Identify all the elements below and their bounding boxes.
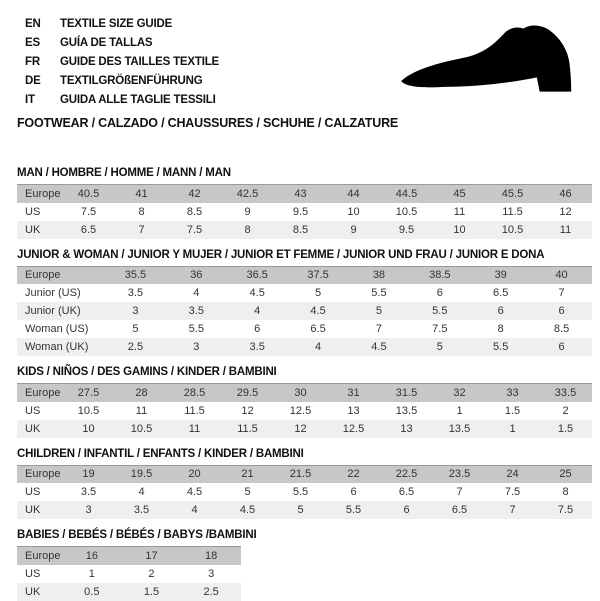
row-label: US — [25, 486, 41, 498]
size-value: 40 — [555, 269, 568, 282]
row-label: Europe — [25, 549, 61, 562]
size-value: 10 — [453, 223, 466, 236]
size-value: 21 — [241, 468, 254, 481]
size-value: 22.5 — [395, 468, 418, 481]
row-label: Europe — [25, 187, 61, 200]
size-value: 5.5 — [292, 486, 309, 498]
size-value: 9 — [350, 223, 357, 236]
table-row — [17, 483, 592, 501]
size-value: 38.5 — [429, 269, 451, 282]
size-value: 10.5 — [395, 205, 418, 218]
size-value: 11 — [453, 205, 466, 218]
size-value: 19.5 — [130, 468, 153, 481]
table-row — [17, 465, 592, 483]
size-value: 25 — [559, 468, 572, 481]
row-label: Europe — [25, 269, 61, 282]
size-value: 38 — [372, 269, 386, 282]
size-value: 6 — [403, 504, 410, 516]
size-value: 23.5 — [448, 468, 471, 481]
row-label: US — [25, 404, 41, 417]
row-label: US — [25, 567, 41, 580]
size-section — [17, 529, 600, 601]
size-value: 8.5 — [186, 205, 203, 218]
size-value: 42 — [188, 187, 201, 200]
size-value: 22 — [347, 468, 360, 481]
table-row — [17, 384, 592, 402]
size-table — [17, 184, 592, 239]
section-title: KIDS / NIÑOS / DES GAMINS / KINDER / BAMBINI — [17, 366, 277, 378]
language-title: TEXTILE SIZE GUIDE — [60, 17, 173, 30]
size-value: 6 — [558, 341, 565, 353]
size-value: 3 — [193, 341, 200, 353]
size-value: 8 — [138, 205, 145, 218]
row-label: UK — [25, 422, 41, 435]
size-table — [17, 383, 592, 438]
row-label: Woman (US) — [25, 323, 89, 335]
size-value: 9.5 — [398, 223, 415, 236]
row-label: UK — [25, 585, 41, 598]
size-value: 10 — [82, 422, 95, 435]
size-value: 19 — [82, 468, 95, 481]
size-value: 5 — [315, 287, 322, 299]
size-table — [17, 465, 592, 520]
table-row — [17, 583, 241, 601]
size-value: 6.5 — [493, 287, 509, 299]
language-code: EN — [25, 17, 41, 30]
size-value: 6 — [254, 323, 261, 335]
size-value: 6 — [350, 486, 357, 498]
row-label: UK — [25, 504, 41, 516]
language-title: TEXTILGRÖßENFÜHRUNG — [60, 74, 203, 87]
row-label: Junior (US) — [25, 287, 81, 299]
size-value: 4 — [138, 486, 145, 498]
size-value: 7 — [138, 223, 145, 236]
size-value: 36 — [190, 269, 203, 282]
size-value: 3.5 — [80, 486, 97, 498]
row-label: Europe — [25, 468, 61, 481]
table-row — [17, 501, 592, 519]
size-value: 8.5 — [553, 323, 570, 335]
size-value: 5.5 — [371, 287, 387, 299]
size-value: 7 — [509, 504, 516, 516]
size-value: 3.5 — [133, 504, 150, 516]
size-value: 1.5 — [143, 585, 160, 598]
size-value: 12.5 — [289, 404, 312, 417]
size-value: 4 — [193, 287, 200, 299]
size-value: 7.5 — [557, 504, 574, 516]
size-value: 12 — [294, 422, 307, 435]
size-value: 7.5 — [504, 486, 521, 498]
size-value: 6 — [497, 305, 504, 317]
size-value: 1.5 — [504, 404, 521, 417]
table-row — [17, 302, 592, 320]
size-value: 35.5 — [124, 269, 147, 282]
row-label: Junior (UK) — [25, 305, 81, 317]
size-value: 7 — [558, 287, 565, 299]
size-value: 16 — [85, 549, 98, 562]
size-value: 24 — [506, 468, 519, 481]
language-code: FR — [25, 55, 40, 68]
size-value: 41 — [135, 187, 148, 200]
size-value: 1.5 — [557, 422, 574, 435]
size-value: 2 — [148, 567, 155, 580]
size-value: 5 — [244, 486, 251, 498]
size-value: 3 — [132, 305, 139, 317]
size-value: 8 — [244, 223, 251, 236]
size-tables — [0, 167, 600, 601]
size-value: 6.5 — [451, 504, 468, 516]
size-value: 5.5 — [493, 341, 509, 353]
size-value: 11 — [188, 422, 201, 435]
size-value: 27.5 — [77, 386, 100, 399]
size-value: 11 — [559, 223, 572, 236]
size-value: 5 — [297, 504, 304, 516]
size-value: 20 — [188, 468, 201, 481]
size-value: 31 — [347, 386, 360, 399]
shoe-icon — [394, 20, 586, 106]
size-value: 2.5 — [203, 585, 219, 598]
language-code: DE — [25, 74, 41, 87]
section-title: JUNIOR & WOMAN / JUNIOR Y MUJER / JUNIOR ET FEMME / JUNIOR UND FRAU / JUNIOR E DONA — [17, 248, 545, 261]
size-value: 6.5 — [398, 486, 415, 498]
table-row — [17, 266, 592, 284]
size-value: 33.5 — [554, 386, 577, 399]
size-value: 44 — [347, 187, 360, 200]
size-value: 45.5 — [501, 187, 524, 200]
size-value: 11.5 — [502, 205, 523, 218]
size-value: 4.5 — [371, 341, 387, 353]
size-section — [17, 366, 600, 438]
size-value: 4 — [315, 341, 322, 353]
size-value: 5 — [132, 323, 139, 335]
size-value: 40.5 — [77, 187, 100, 200]
row-label: Woman (UK) — [25, 341, 89, 353]
size-value: 3.5 — [127, 287, 144, 299]
size-value: 7 — [456, 486, 463, 498]
size-value: 10 — [347, 205, 360, 218]
size-value: 12 — [559, 205, 572, 218]
size-value: 3.5 — [249, 341, 265, 353]
size-value: 10.5 — [501, 223, 524, 236]
size-value: 4.5 — [310, 305, 326, 317]
size-value: 42.5 — [236, 187, 259, 200]
size-value: 7.5 — [432, 323, 448, 335]
size-value: 46 — [559, 187, 572, 200]
size-value: 6.5 — [80, 223, 97, 236]
size-value: 37.5 — [307, 269, 329, 282]
size-table — [17, 546, 241, 601]
language-title: GUIDA ALLE TAGLIE TESSILI — [60, 93, 216, 106]
table-row — [17, 547, 241, 565]
size-value: 2.5 — [127, 341, 144, 353]
size-value: 3 — [85, 504, 92, 516]
size-value: 5.5 — [345, 504, 362, 516]
size-value: 5.5 — [432, 305, 448, 317]
size-table — [17, 266, 592, 357]
table-row — [17, 565, 241, 583]
table-row — [17, 203, 592, 221]
size-section — [17, 448, 600, 520]
section-title: MAN / HOMBRE / HOMME / MANN / MAN — [17, 167, 231, 179]
size-value: 44.5 — [395, 187, 418, 200]
table-row — [17, 185, 592, 203]
row-label: US — [25, 205, 41, 218]
category-title: FOOTWEAR / CALZADO / CHAUSSURES / SCHUHE / CALZATURE — [17, 116, 399, 130]
size-value: 13 — [400, 422, 413, 435]
size-value: 4.5 — [186, 486, 203, 498]
row-label: Europe — [25, 386, 61, 399]
size-value: 4 — [254, 305, 261, 317]
table-row — [17, 420, 592, 438]
size-value: 36.5 — [246, 269, 268, 282]
size-value: 28.5 — [183, 386, 206, 399]
size-value: 9 — [244, 205, 251, 218]
size-value: 4.5 — [239, 504, 256, 516]
size-value: 6 — [558, 305, 565, 317]
size-value: 9.5 — [292, 205, 309, 218]
size-value: 0.5 — [84, 585, 100, 598]
size-value: 11 — [135, 404, 148, 417]
size-value: 7.5 — [80, 205, 97, 218]
size-value: 5 — [375, 305, 382, 317]
size-value: 4.5 — [249, 287, 265, 299]
table-row — [17, 402, 592, 420]
size-value: 1 — [88, 567, 95, 580]
size-value: 29.5 — [236, 386, 259, 399]
size-section — [17, 167, 600, 239]
size-value: 3 — [208, 567, 215, 580]
size-value: 1 — [509, 422, 516, 435]
size-value: 6.5 — [310, 323, 326, 335]
size-value: 8 — [562, 486, 569, 498]
size-value: 11.5 — [184, 404, 205, 417]
table-row — [17, 320, 592, 338]
size-value: 30 — [294, 386, 307, 399]
size-value: 7 — [375, 323, 382, 335]
size-value: 13 — [347, 404, 360, 417]
size-value: 21.5 — [289, 468, 312, 481]
size-value: 8.5 — [292, 223, 309, 236]
size-value: 8 — [497, 323, 504, 335]
language-code: IT — [25, 93, 35, 106]
size-value: 17 — [145, 549, 158, 562]
section-title: CHILDREN / INFANTIL / ENFANTS / KINDER / BAMBINI — [17, 447, 304, 460]
language-code: ES — [25, 36, 40, 49]
size-value: 6 — [436, 287, 443, 299]
size-value: 1 — [456, 404, 463, 417]
size-value: 32 — [453, 386, 466, 399]
size-section — [17, 249, 600, 357]
size-value: 13.5 — [448, 422, 471, 435]
section-title: BABIES / BEBÉS / BÉBÉS / BABYS /BAMBINI — [17, 529, 257, 541]
size-value: 39 — [494, 269, 507, 282]
language-title: GUÍA DE TALLAS — [60, 36, 153, 49]
size-value: 45 — [453, 187, 466, 200]
size-value: 11.5 — [237, 422, 258, 435]
size-value: 28 — [135, 386, 148, 399]
size-value: 4 — [191, 504, 198, 516]
size-value: 33 — [506, 386, 519, 399]
size-value: 5.5 — [188, 323, 204, 335]
size-value: 2 — [562, 404, 569, 417]
size-value: 31.5 — [395, 386, 418, 399]
table-row — [17, 221, 592, 239]
table-row — [17, 338, 592, 356]
size-value: 12.5 — [342, 422, 365, 435]
row-label: UK — [25, 223, 41, 236]
size-value: 10.5 — [77, 404, 100, 417]
size-value: 5 — [436, 341, 443, 353]
size-value: 12 — [241, 404, 254, 417]
size-value: 10.5 — [130, 422, 153, 435]
size-value: 18 — [205, 549, 218, 562]
language-title: GUIDE DES TAILLES TEXTILE — [60, 55, 219, 68]
table-row — [17, 284, 592, 302]
size-value: 3.5 — [188, 305, 204, 317]
size-value: 43 — [294, 187, 307, 200]
size-value: 13.5 — [395, 404, 418, 417]
size-value: 7.5 — [186, 223, 203, 236]
